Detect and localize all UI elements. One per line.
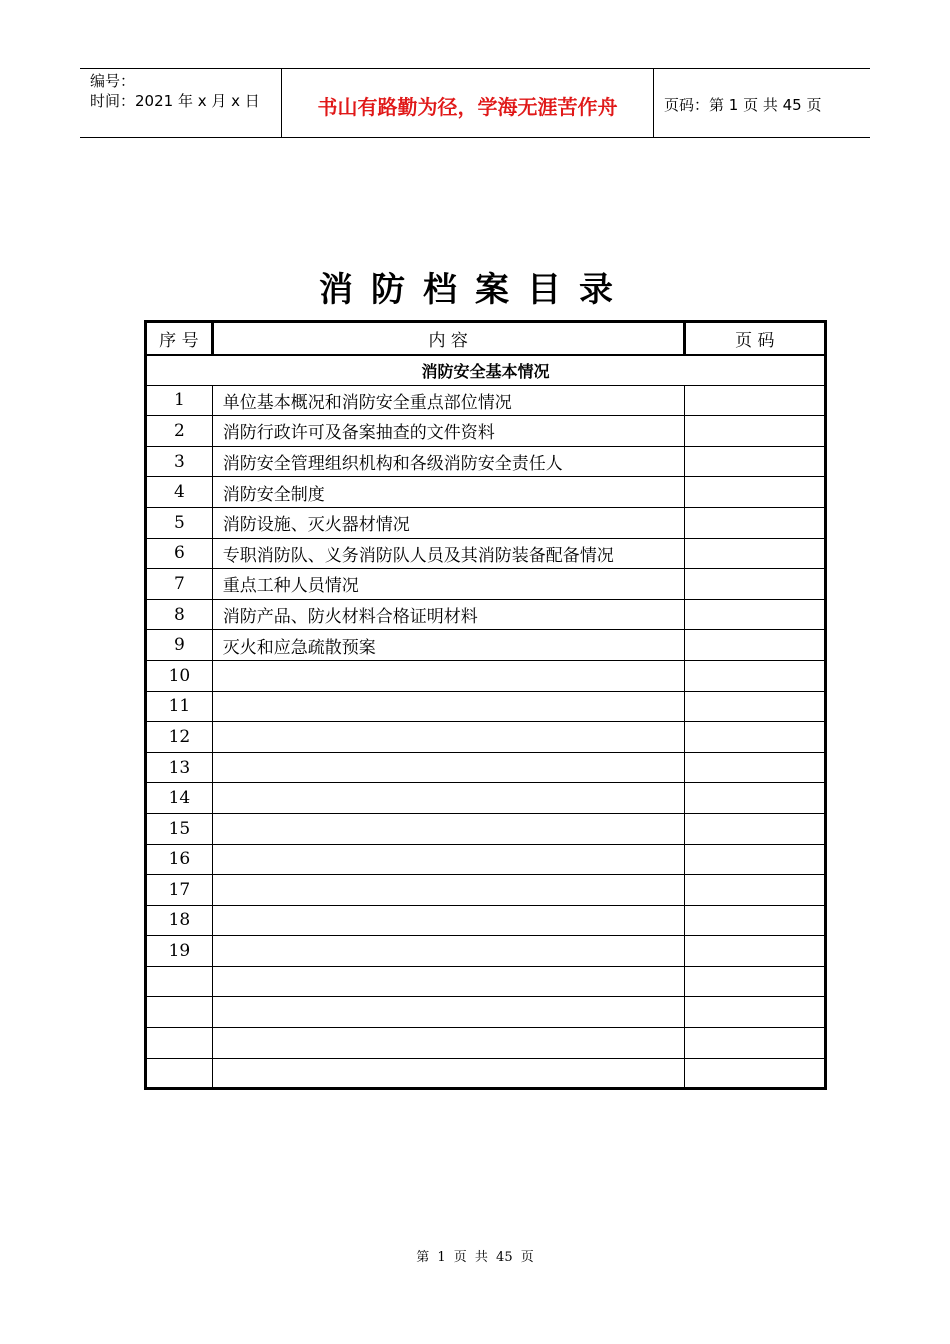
row-page	[684, 1028, 825, 1059]
table-row	[146, 966, 826, 997]
column-header-content: 内 容	[212, 322, 684, 355]
row-content	[212, 966, 684, 997]
row-content	[212, 783, 684, 814]
row-content	[212, 722, 684, 753]
row-page	[684, 722, 825, 753]
row-content	[212, 752, 684, 783]
row-page	[684, 599, 825, 630]
row-number: 11	[146, 691, 213, 722]
table-row	[146, 1058, 826, 1089]
row-content: 单位基本概况和消防安全重点部位情况	[212, 385, 684, 416]
table-row	[146, 599, 826, 630]
table-row	[146, 691, 826, 722]
row-content: 消防产品、防火材料合格证明材料	[212, 599, 684, 630]
row-content	[212, 905, 684, 936]
row-content: 消防行政许可及备案抽查的文件资料	[212, 416, 684, 447]
row-page	[684, 477, 825, 508]
column-header-page: 页 码	[684, 322, 825, 355]
row-content	[212, 660, 684, 691]
row-page	[684, 844, 825, 875]
row-content	[212, 997, 684, 1028]
row-page	[684, 660, 825, 691]
row-page	[684, 997, 825, 1028]
row-number: 2	[146, 416, 213, 447]
row-number: 13	[146, 752, 213, 783]
header-meta	[80, 69, 282, 137]
document-time-label: 时间：2021 年 x 月 x 日	[90, 92, 260, 110]
table-row	[146, 416, 826, 447]
row-content: 专职消防队、义务消防队人员及其消防装备配备情况	[212, 538, 684, 569]
row-page	[684, 385, 825, 416]
row-number: 17	[146, 875, 213, 906]
page-footer: 第 1 页 共 45 页	[416, 1250, 534, 1265]
table-row	[146, 875, 826, 906]
row-content	[212, 875, 684, 906]
document-number-label: 编号：	[90, 72, 136, 90]
table-row	[146, 936, 826, 967]
row-number: 1	[146, 385, 213, 416]
row-page	[684, 691, 825, 722]
row-page	[684, 507, 825, 538]
row-page	[684, 569, 825, 600]
table-row	[146, 844, 826, 875]
table-row	[146, 507, 826, 538]
row-number: 18	[146, 905, 213, 936]
row-number: 7	[146, 569, 213, 600]
table-row	[146, 538, 826, 569]
table-row	[146, 783, 826, 814]
table-header-row	[146, 322, 826, 355]
document-title: 消防档案目录	[319, 270, 631, 310]
row-number	[146, 1028, 213, 1059]
table-row	[146, 752, 826, 783]
row-number: 14	[146, 783, 213, 814]
row-number: 12	[146, 722, 213, 753]
row-number: 5	[146, 507, 213, 538]
table-row	[146, 446, 826, 477]
section-row	[146, 355, 826, 386]
row-number	[146, 997, 213, 1028]
row-page	[684, 875, 825, 906]
section-title: 消防安全基本情况	[146, 355, 826, 386]
table-row	[146, 385, 826, 416]
row-content	[212, 1028, 684, 1059]
row-content: 消防设施、灭火器材情况	[212, 507, 684, 538]
column-header-number: 序 号	[146, 322, 213, 355]
row-page	[684, 752, 825, 783]
table-row	[146, 997, 826, 1028]
row-number: 9	[146, 630, 213, 661]
row-content: 灭火和应急疏散预案	[212, 630, 684, 661]
row-number: 19	[146, 936, 213, 967]
table-row	[146, 477, 826, 508]
table-row	[146, 905, 826, 936]
page-header	[80, 68, 870, 138]
row-page	[684, 813, 825, 844]
row-content	[212, 691, 684, 722]
table-row	[146, 722, 826, 753]
row-page	[684, 416, 825, 447]
table-row	[146, 630, 826, 661]
row-number: 3	[146, 446, 213, 477]
row-content	[212, 1058, 684, 1089]
row-content	[212, 844, 684, 875]
row-number	[146, 966, 213, 997]
table-row	[146, 1028, 826, 1059]
row-content: 消防安全制度	[212, 477, 684, 508]
header-motto: 书山有路勤为径，学海无涯苦作舟	[282, 69, 654, 137]
row-page	[684, 446, 825, 477]
header-page-info: 页码：第 1 页 共 45 页	[664, 95, 822, 114]
row-page	[684, 630, 825, 661]
row-number: 15	[146, 813, 213, 844]
table-row	[146, 569, 826, 600]
row-page	[684, 1058, 825, 1089]
table-row	[146, 660, 826, 691]
row-content	[212, 813, 684, 844]
row-page	[684, 783, 825, 814]
row-number	[146, 1058, 213, 1089]
row-number: 10	[146, 660, 213, 691]
row-page	[684, 936, 825, 967]
row-number: 4	[146, 477, 213, 508]
row-content: 消防安全管理组织机构和各级消防安全责任人	[212, 446, 684, 477]
row-page	[684, 966, 825, 997]
toc-table	[144, 320, 827, 1090]
table-row	[146, 813, 826, 844]
row-page	[684, 905, 825, 936]
row-number: 6	[146, 538, 213, 569]
row-content: 重点工种人员情况	[212, 569, 684, 600]
row-content	[212, 936, 684, 967]
row-number: 8	[146, 599, 213, 630]
row-number: 16	[146, 844, 213, 875]
row-page	[684, 538, 825, 569]
